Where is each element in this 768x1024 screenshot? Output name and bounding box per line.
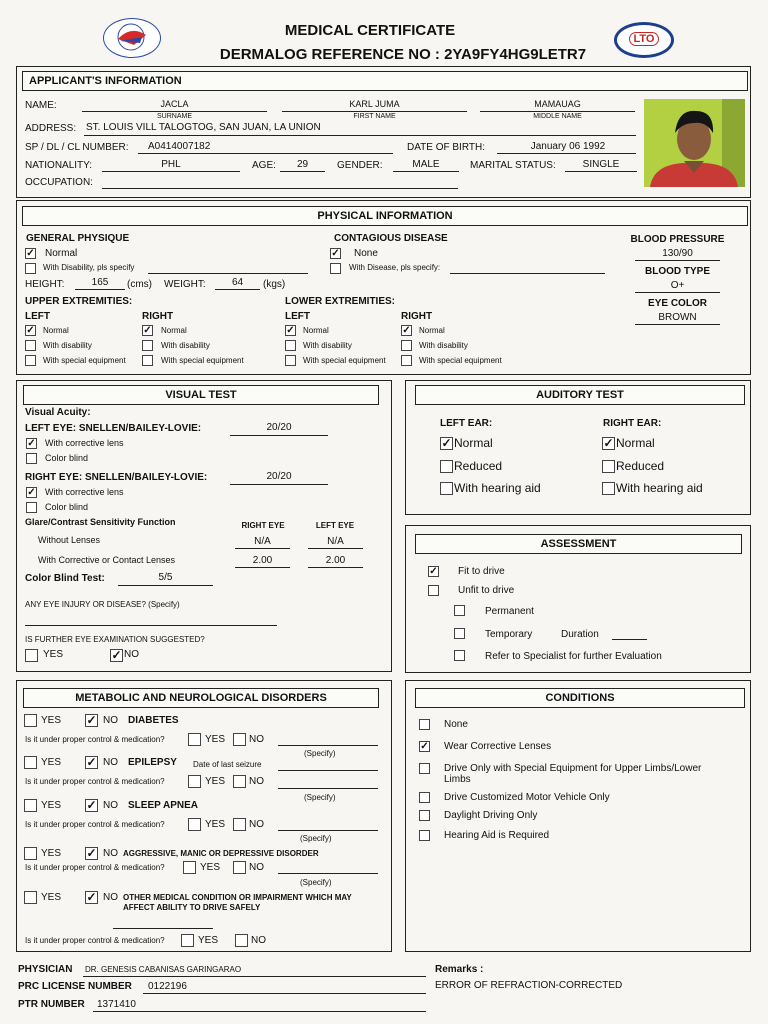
lower-left-equipment-checkbox[interactable]	[285, 355, 296, 366]
lower-left-disability-checkbox[interactable]	[285, 340, 296, 351]
right-ear-label: RIGHT EAR:	[603, 418, 662, 429]
blood-pressure-line	[635, 260, 720, 261]
blood-pressure-value: 130/90	[662, 248, 693, 259]
sleep-apnea-yes-label: YES	[41, 800, 62, 811]
reference-label: DERMALOG REFERENCE NO :	[219, 46, 440, 63]
fit-to-drive-checkbox[interactable]: ✓	[429, 566, 438, 577]
diabetes-control-no-label: NO	[249, 734, 264, 745]
condition-none-label: None	[444, 719, 468, 730]
temporary-label: Temporary	[485, 629, 533, 640]
other-condition-control-no-label: NO	[251, 935, 266, 946]
upper-extremities-label: UPPER EXTREMITIES:	[25, 296, 133, 307]
contagious-none-checkbox[interactable]: ✓	[331, 248, 340, 259]
lto-seal-logo	[614, 22, 674, 58]
height-value: 165	[91, 277, 109, 288]
with-right-value: 2.00	[252, 555, 273, 566]
eye-color-label: EYE COLOR	[648, 298, 707, 309]
prc-value: 0122196	[148, 981, 187, 992]
sleep-apnea-label: SLEEP APNEA	[128, 800, 199, 811]
marital-value: SINGLE	[582, 159, 620, 170]
sleep-apnea-control-question: Is it under proper control & medication?	[25, 820, 165, 829]
glare-label: Glare/Contrast Sensitivity Function	[25, 517, 176, 527]
without-right-value: N/A	[254, 536, 271, 547]
upper-right-label: RIGHT	[142, 311, 174, 322]
left-eye-value: 20/20	[266, 422, 292, 433]
kgs-label: (kgs)	[263, 279, 286, 290]
ptr-line	[93, 1011, 426, 1012]
left-corrective-label: With corrective lens	[45, 438, 124, 448]
first-name-caption: FIRST NAME	[353, 113, 396, 120]
right-color-blind-label: Color blind	[45, 502, 89, 512]
aggressive-no-checkbox[interactable]: ✓	[86, 846, 97, 860]
aggressive-label: AGGRESSIVE, MANIC OR DEPRESSIVE DISORDER	[123, 849, 319, 858]
without-lenses-label: Without Lenses	[38, 535, 101, 545]
condition-hearing-aid-label: Hearing Aid is Required	[444, 830, 550, 841]
other-condition-control-yes-checkbox[interactable]	[181, 934, 194, 947]
refer-specialist-checkbox[interactable]	[454, 650, 465, 661]
lower-left-label: LEFT	[285, 311, 310, 322]
further-exam-yes-label: YES	[43, 649, 64, 660]
epilepsy-control-question: Is it under proper control & medication?	[25, 777, 165, 786]
lower-left-disability-label: With disability	[303, 341, 352, 350]
auditory-section-title: AUDITORY TEST	[415, 385, 745, 405]
diabetes-specify-caption: (Specify)	[304, 749, 336, 758]
blood-type-label: BLOOD TYPE	[644, 266, 710, 277]
remarks-label: Remarks :	[435, 964, 484, 975]
epilepsy-no-label: NO	[103, 757, 118, 768]
condition-corrective-label: Wear Corrective Lenses	[444, 741, 552, 752]
height-label: HEIGHT:	[25, 279, 65, 290]
lower-right-disability-label: With disability	[419, 341, 468, 350]
upper-left-normal-checkbox[interactable]: ✓	[26, 325, 35, 336]
permanent-label: Permanent	[485, 606, 534, 617]
right-ear-hearing-aid-checkbox[interactable]	[602, 482, 615, 495]
eye-injury-line	[25, 625, 277, 626]
other-condition-control-yes-label: YES	[198, 935, 219, 946]
physique-disability-label: With Disability, pls specify	[43, 263, 135, 272]
left-ear-label: LEFT EAR:	[440, 418, 493, 429]
temporary-checkbox[interactable]	[454, 628, 465, 639]
other-condition-control-question: Is it under proper control & medication?	[25, 936, 165, 945]
weight-label: WEIGHT:	[164, 279, 206, 290]
aggressive-control-yes-label: YES	[200, 862, 221, 873]
other-condition-no-label: NO	[103, 892, 118, 903]
address-line	[84, 135, 636, 136]
right-corrective-checkbox[interactable]: ✓	[27, 487, 36, 498]
upper-left-equipment-label: With special equipment	[43, 356, 126, 365]
sleep-apnea-control-no-label: NO	[249, 819, 264, 830]
left-ear-hearing-aid-checkbox[interactable]	[440, 482, 453, 495]
weight-value: 64	[231, 277, 244, 288]
contagious-none-label: None	[354, 248, 378, 259]
right-corrective-label: With corrective lens	[45, 487, 124, 497]
diabetes-no-checkbox[interactable]: ✓	[86, 713, 97, 727]
further-exam-no-checkbox[interactable]: ✓	[111, 648, 122, 662]
left-eye-label: LEFT EYE: SNELLEN/BAILEY-LOVIE:	[25, 423, 202, 434]
fit-to-drive-label: Fit to drive	[458, 566, 505, 577]
upper-right-equipment-label: With special equipment	[161, 356, 244, 365]
other-condition-line	[113, 928, 213, 929]
left-ear-reduced-label: Reduced	[454, 459, 503, 473]
color-blind-test-line	[118, 585, 213, 586]
further-exam-yes-checkbox[interactable]	[25, 649, 38, 662]
physique-disability-line	[148, 273, 308, 274]
left-ear-normal-label: Normal	[454, 436, 493, 450]
last-seizure-line	[278, 770, 378, 771]
aggressive-control-no-label: NO	[249, 862, 264, 873]
upper-left-label: LEFT	[25, 311, 50, 322]
lto-logo-text: LTO	[629, 32, 660, 46]
dob-line	[497, 153, 636, 154]
refer-specialist-label: Refer to Specialist for further Evaluation	[485, 651, 662, 662]
assessment-section-title: ASSESSMENT	[415, 534, 742, 554]
further-exam-question: IS FURTHER EYE EXAMINATION SUGGESTED?	[25, 635, 205, 644]
condition-special-equipment-checkbox[interactable]	[419, 763, 430, 774]
aggressive-control-yes-checkbox[interactable]	[183, 861, 196, 874]
color-blind-test-label: Color Blind Test:	[25, 573, 105, 584]
physical-section-title: PHYSICAL INFORMATION	[22, 206, 748, 226]
applicant-photo	[644, 99, 745, 187]
address-value: ST. LOUIS VILL TALOGTOG, SAN JUAN, LA UNION	[86, 122, 321, 133]
glare-left-eye-col: LEFT EYE	[315, 521, 355, 530]
sleep-apnea-specify-line	[278, 830, 378, 831]
conditions-section-title: CONDITIONS	[415, 688, 745, 708]
diabetes-yes-label: YES	[41, 715, 62, 726]
prc-line	[143, 993, 426, 994]
eye-color-line	[635, 324, 720, 325]
epilepsy-specify-caption: (Specify)	[304, 793, 336, 802]
ptr-value: 1371410	[97, 999, 136, 1010]
middle-name-caption: MIDDLE NAME	[533, 113, 582, 120]
condition-hearing-aid-checkbox[interactable]	[419, 830, 430, 841]
age-label: AGE:	[252, 160, 276, 171]
lower-left-normal-label: Normal	[303, 326, 329, 335]
surname-line	[82, 111, 267, 112]
glare-right-eye-col: RIGHT EYE	[241, 521, 285, 530]
sleep-apnea-no-label: NO	[103, 800, 118, 811]
diabetes-control-yes-label: YES	[205, 734, 226, 745]
nationality-line	[102, 171, 240, 172]
nationality-value: PHL	[161, 159, 181, 170]
lower-left-normal-checkbox[interactable]: ✓	[286, 325, 295, 336]
eye-color-value: BROWN	[658, 312, 697, 323]
physique-disability-checkbox[interactable]	[25, 263, 36, 274]
sleep-apnea-yes-checkbox[interactable]	[24, 799, 37, 812]
eye-injury-question: ANY EYE INJURY OR DISEASE? (Specify)	[25, 600, 180, 609]
surname-caption: SURNAME	[156, 113, 192, 120]
duration-label: Duration	[561, 629, 599, 640]
epilepsy-control-no-label: NO	[249, 776, 264, 787]
condition-none-checkbox[interactable]	[419, 719, 430, 730]
other-condition-label-1: OTHER MEDICAL CONDITION OR IMPAIRMENT WHICH MAY	[123, 893, 352, 902]
aggressive-yes-label: YES	[41, 848, 62, 859]
further-exam-no-label: NO	[124, 649, 139, 660]
last-seizure-label: Date of last seizure	[193, 760, 262, 769]
left-eye-line	[230, 435, 328, 436]
reference-value: 2YA9FY4HG9LETR7	[444, 46, 587, 63]
without-left-line	[308, 548, 363, 549]
lower-right-equipment-label: With special equipment	[419, 356, 502, 365]
condition-daylight-label: Daylight Driving Only	[444, 810, 538, 821]
document-title: MEDICAL CERTIFICATE	[284, 22, 456, 39]
middle-name-value: MAMAUAG	[534, 99, 581, 109]
right-eye-label: RIGHT EYE: SNELLEN/BAILEY-LOVIE:	[25, 472, 208, 483]
first-name-line	[282, 111, 467, 112]
right-ear-reduced-checkbox[interactable]	[602, 460, 615, 473]
upper-left-disability-checkbox[interactable]	[25, 340, 36, 351]
upper-left-equipment-checkbox[interactable]	[25, 355, 36, 366]
left-ear-normal-checkbox[interactable]: ✓	[441, 436, 452, 450]
contagious-label: CONTAGIOUS DISEASE	[334, 233, 448, 244]
epilepsy-label: EPILEPSY	[128, 757, 177, 768]
with-left-value: 2.00	[325, 555, 346, 566]
left-color-blind-checkbox[interactable]	[26, 453, 37, 464]
unfit-to-drive-label: Unfit to drive	[458, 585, 515, 596]
physician-line	[83, 976, 426, 977]
reference-number-row	[193, 46, 613, 63]
aggressive-control-no-checkbox[interactable]	[233, 861, 246, 874]
age-line	[280, 171, 325, 172]
sp-label: SP / DL / CL NUMBER:	[25, 142, 129, 153]
other-condition-yes-label: YES	[41, 892, 62, 903]
diabetes-label: DIABETES	[128, 715, 179, 726]
unfit-to-drive-checkbox[interactable]	[428, 585, 439, 596]
right-eye-line	[230, 484, 328, 485]
sleep-apnea-control-yes-label: YES	[205, 819, 226, 830]
condition-corrective-checkbox[interactable]: ✓	[420, 741, 429, 752]
upper-right-equipment-checkbox[interactable]	[142, 355, 153, 366]
left-ear-hearing-aid-label: With hearing aid	[454, 481, 541, 495]
dob-label: DATE OF BIRTH:	[407, 142, 485, 153]
sleep-apnea-no-checkbox[interactable]: ✓	[86, 798, 97, 812]
nationality-label: NATIONALITY:	[25, 160, 93, 171]
diabetes-control-yes-checkbox[interactable]	[188, 733, 201, 746]
applicant-section-title: APPLICANT'S INFORMATION	[22, 71, 748, 91]
condition-customized-checkbox[interactable]	[419, 792, 430, 803]
upper-right-normal-checkbox[interactable]: ✓	[143, 325, 152, 336]
epilepsy-yes-label: YES	[41, 757, 62, 768]
aggressive-yes-checkbox[interactable]	[24, 847, 37, 860]
epilepsy-control-no-checkbox[interactable]	[233, 775, 246, 788]
visual-section-title: VISUAL TEST	[23, 385, 379, 405]
physician-label: PHYSICIAN	[18, 964, 73, 975]
diabetes-no-label: NO	[103, 715, 118, 726]
aggressive-specify-caption: (Specify)	[300, 878, 332, 887]
duration-line	[612, 639, 647, 640]
aggressive-no-label: NO	[103, 848, 118, 859]
upper-right-disability-checkbox[interactable]	[142, 340, 153, 351]
gender-line	[393, 171, 459, 172]
sleep-apnea-control-yes-checkbox[interactable]	[188, 818, 201, 831]
lower-right-normal-checkbox[interactable]: ✓	[402, 325, 411, 336]
with-right-line	[235, 567, 290, 568]
diabetes-control-question: Is it under proper control & medication?	[25, 735, 165, 744]
middle-name-line	[480, 111, 635, 112]
marital-line	[565, 171, 637, 172]
other-condition-control-no-checkbox[interactable]	[235, 934, 248, 947]
diabetes-specify-line	[278, 745, 378, 746]
permanent-checkbox[interactable]	[454, 605, 465, 616]
upper-left-normal-label: Normal	[43, 326, 69, 335]
metabolic-section-title: METABOLIC AND NEUROLOGICAL DISORDERS	[23, 688, 379, 708]
condition-daylight-checkbox[interactable]	[419, 810, 430, 821]
marital-label: MARITAL STATUS:	[470, 160, 556, 171]
lower-right-label: RIGHT	[401, 311, 433, 322]
right-eye-value: 20/20	[266, 471, 292, 482]
left-color-blind-label: Color blind	[45, 453, 89, 463]
without-right-line	[235, 548, 290, 549]
with-corrective-label: With Corrective or Contact Lenses	[38, 555, 176, 565]
left-seal-logo	[103, 18, 161, 58]
age-value: 29	[296, 159, 309, 170]
lower-right-normal-label: Normal	[419, 326, 445, 335]
without-left-value: N/A	[327, 536, 344, 547]
sp-line	[138, 153, 393, 154]
lower-left-equipment-label: With special equipment	[303, 356, 386, 365]
other-condition-label-2: AFFECT ABILITY TO DRIVE SAFELY	[123, 903, 261, 912]
contagious-disease-checkbox[interactable]	[330, 263, 341, 274]
occupation-line	[102, 188, 458, 189]
sp-value: A0414007182	[148, 141, 211, 152]
diabetes-yes-checkbox[interactable]	[24, 714, 37, 727]
aggressive-control-question: Is it under proper control & medication?	[25, 863, 165, 872]
weight-line	[215, 289, 260, 290]
right-ear-normal-checkbox[interactable]: ✓	[603, 436, 614, 450]
gender-value: MALE	[412, 159, 440, 170]
occupation-label: OCCUPATION:	[25, 177, 93, 188]
epilepsy-yes-checkbox[interactable]	[24, 756, 37, 769]
general-physique-label: GENERAL PHYSIQUE	[26, 233, 130, 244]
upper-right-normal-label: Normal	[161, 326, 187, 335]
epilepsy-control-yes-checkbox[interactable]	[188, 775, 201, 788]
aggressive-specify-line	[278, 873, 378, 874]
condition-customized-label: Drive Customized Motor Vehicle Only	[444, 792, 610, 803]
blood-pressure-label: BLOOD PRESSURE	[630, 234, 725, 245]
right-ear-normal-label: Normal	[616, 436, 655, 450]
right-ear-hearing-aid-label: With hearing aid	[616, 481, 703, 495]
contagious-disease-label: With Disease, pls specify:	[349, 263, 441, 272]
lower-extremities-label: LOWER EXTREMITIES:	[285, 296, 395, 307]
sleep-apnea-control-no-checkbox[interactable]	[233, 818, 246, 831]
physique-normal-checkbox[interactable]: ✓	[26, 248, 35, 259]
dob-value: January 06 1992	[530, 141, 606, 152]
with-left-line	[308, 567, 363, 568]
surname-value: JACLA	[160, 99, 189, 109]
other-condition-no-checkbox[interactable]: ✓	[86, 890, 97, 904]
right-color-blind-checkbox[interactable]	[26, 502, 37, 513]
epilepsy-control-yes-label: YES	[205, 776, 226, 787]
ptr-label: PTR NUMBER	[18, 999, 85, 1010]
height-line	[75, 289, 125, 290]
lower-right-disability-checkbox[interactable]	[401, 340, 412, 351]
condition-special-equipment-label-2: Limbs	[444, 774, 471, 785]
left-ear-reduced-checkbox[interactable]	[440, 460, 453, 473]
physique-normal-label: Normal	[45, 248, 78, 259]
physician-value: DR. GENESIS CABANISAS GARINGARAO	[85, 965, 242, 974]
color-blind-test-value: 5/5	[158, 572, 173, 583]
blood-type-line	[635, 292, 720, 293]
sleep-apnea-specify-caption: (Specify)	[300, 834, 332, 843]
epilepsy-no-checkbox[interactable]: ✓	[86, 755, 97, 769]
first-name-value: KARL JUMA	[349, 99, 400, 109]
name-label: NAME:	[25, 100, 57, 111]
upper-right-disability-label: With disability	[161, 341, 210, 350]
blood-type-value: O+	[670, 280, 685, 291]
remarks-value: ERROR OF REFRACTION-CORRECTED	[435, 980, 623, 991]
diabetes-control-no-checkbox[interactable]	[233, 733, 246, 746]
lower-right-equipment-checkbox[interactable]	[401, 355, 412, 366]
visual-acuity-label: Visual Acuity:	[25, 407, 91, 418]
prc-label: PRC LICENSE NUMBER	[18, 981, 132, 992]
address-label: ADDRESS:	[25, 123, 77, 134]
contagious-disease-line	[450, 273, 605, 274]
epilepsy-specify-line	[278, 788, 378, 789]
right-ear-reduced-label: Reduced	[616, 459, 665, 473]
cms-label: (cms)	[127, 279, 152, 290]
left-corrective-checkbox[interactable]: ✓	[27, 438, 36, 449]
gender-label: GENDER:	[337, 160, 383, 171]
upper-left-disability-label: With disability	[43, 341, 92, 350]
other-condition-yes-checkbox[interactable]	[24, 891, 37, 904]
condition-special-equipment-label-1: Drive Only with Special Equipment for Upper Limbs/Lower	[444, 763, 702, 774]
